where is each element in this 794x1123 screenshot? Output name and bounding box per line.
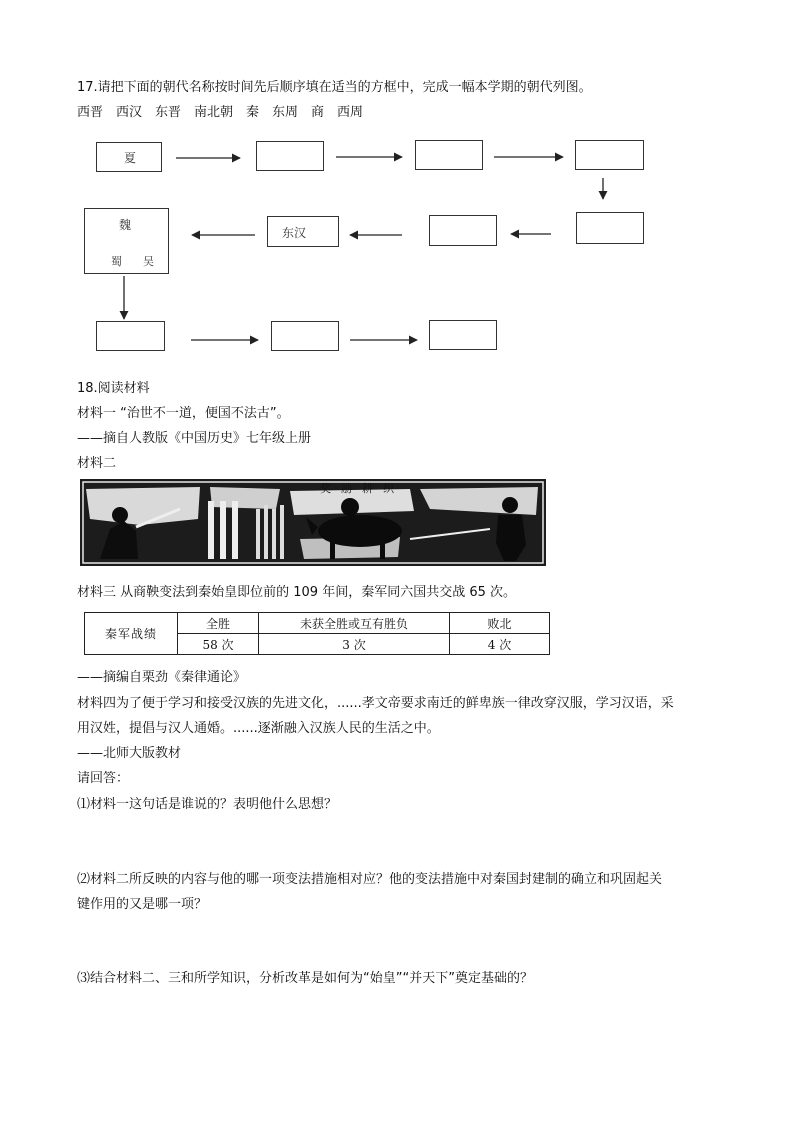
table-cell: 4 次	[450, 634, 550, 655]
dynasty-label-shu: 蜀	[111, 255, 122, 268]
dynasty-label-wu: 吴	[143, 255, 154, 268]
material-2-label: 材料二	[77, 456, 117, 471]
material-4-line-1: 材料四为了便于学习和接受汉族的先进文化，......孝文帝要求南迁的鲜卑族一律改穿汉服，学习汉语，采	[77, 696, 674, 711]
material-4-line-2: 用汉姓，提倡与汉人通婚。......逐渐融入汉族人民的生活之中。	[77, 721, 440, 736]
sub-question-2-line-2: 键作用的又是哪一项？	[77, 897, 208, 912]
table-row-header: 秦军战绩	[85, 613, 178, 655]
q17-prompt: 17.请把下面的朝代名称按时间先后顺序填在适当的方框中，完成一幅本学期的朝代列图。	[77, 80, 592, 95]
q18-heading: 18.阅读材料	[77, 381, 150, 396]
material-3-text: 材料三 从商鞅变法到秦始皇即位前的 109 年间，秦军同六国共交战 65 次。	[77, 585, 517, 600]
sub-question-3: ⑶结合材料二、三和所学知识，分析改革是如何为“始皇”“并天下”奠定基础的？	[77, 971, 533, 986]
material-3-source: ——摘编自栗劲《秦律通论》	[77, 670, 247, 685]
dynasty-label-xia: 夏	[124, 151, 137, 165]
dynasty-label-eastern-han: 东汉	[282, 226, 307, 240]
table-header: 败北	[450, 613, 550, 634]
flow-arrows	[0, 0, 794, 400]
material-1-source: ——摘自人教版《中国历史》七年级上册	[77, 431, 312, 446]
table-cell: 58 次	[178, 634, 259, 655]
relief-caption: 奖励耕织	[320, 482, 404, 495]
sub-question-2-line-1: ⑵材料二所反映的内容与他的哪一项变法措施相对应？他的变法措施中对秦国封建制的确立和巩固起关	[77, 872, 663, 887]
dynasty-label-wei: 魏	[119, 218, 132, 232]
table-header: 未获全胜或互有胜负	[259, 613, 450, 634]
farming-relief-image	[80, 479, 546, 566]
table-header: 全胜	[178, 613, 259, 634]
qin-army-record-table	[84, 612, 550, 655]
sub-question-1: ⑴材料一这句话是谁说的？表明他什么思想？	[77, 797, 338, 812]
q17-options: 西晋 西汉 东晋 南北朝 秦 东周 商 西周	[77, 105, 364, 120]
answer-prompt: 请回答：	[77, 771, 130, 786]
material-4-source: ——北师大版教材	[77, 746, 182, 761]
table-cell: 3 次	[259, 634, 450, 655]
material-1-text: 材料一 “治世不一道，便国不法古”。	[77, 406, 290, 421]
